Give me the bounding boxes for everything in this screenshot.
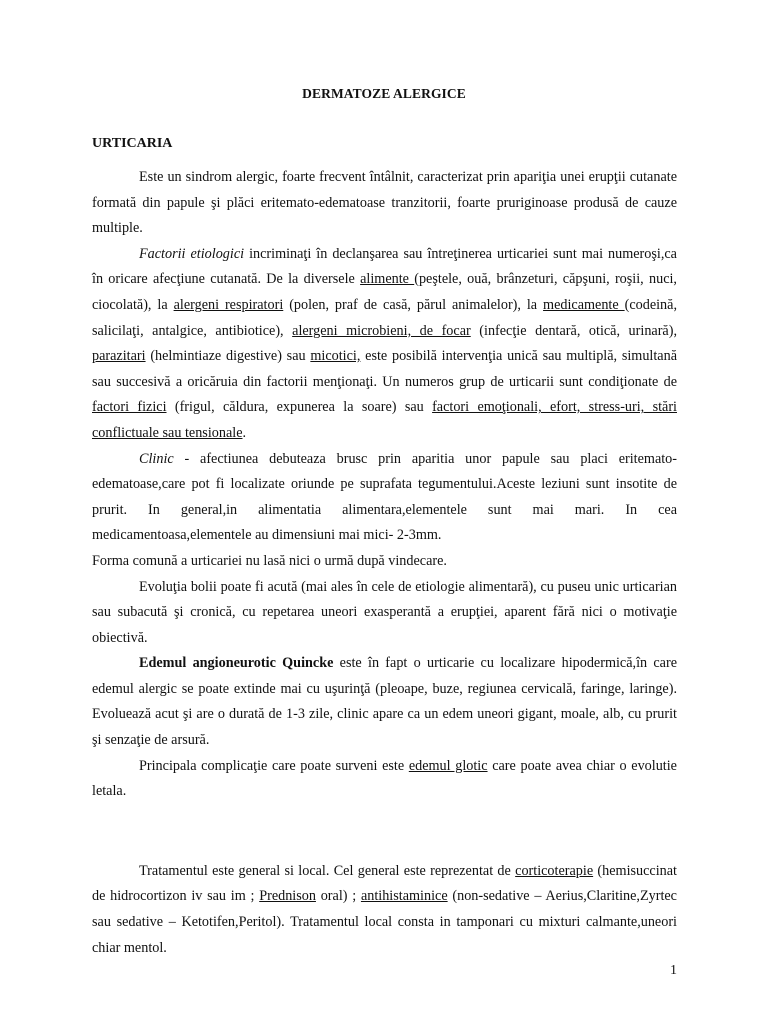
paragraph-common-form: Forma comună a urticariei nu lasă nici o urmă după vindecare.	[92, 552, 447, 569]
underlined-term: alergeni microbieni, de focar	[292, 322, 471, 339]
text-run: (non-sedative – Aerius,Claritine,Zyrtec sau sedative – Ketotifen,Peritol). Tratamentul local consta in tamponari cu mixturi calmante,uneori chiar mentol.	[92, 888, 677, 956]
paragraph-evolution: Evoluţia bolii poate fi acută (mai ales în cele de etiologie alimentară), cu puseu unic urticarian sau subacută şi cronică, cu repetarea uneori exasperantă a erupţiei, aparent fără nici o motivaţie obiectivă.	[92, 578, 677, 646]
paragraph-definition: Este un sindrom alergic, foarte frecvent întâlnit, caracterizat prin apariţia unei erupţii cutanate formată din papule şi plăci eritemato-edematoase tranzitorii, foarte pruriginoase produsă de cauze multiple.	[92, 169, 677, 237]
text-run: care poate avea chiar o evolutie letala.	[92, 757, 677, 800]
underlined-term: alergeni respiratori	[173, 296, 284, 313]
underlined-term: alimente	[360, 271, 415, 288]
text-run: incriminaţi în declanşarea sau întreţinerea urticariei sunt mai numeroşi,ca în oricare afecţiune cutanată. De la diversele	[92, 245, 677, 288]
text-run: (hemisuccinat de hidrocortizon iv sau im ;	[92, 862, 678, 905]
term-factorii-etiologici: Factorii etiologici	[139, 245, 245, 262]
text-run: (helmintiaze digestive) sau	[145, 348, 311, 365]
underlined-term: micotici,	[310, 348, 361, 365]
paragraph-etiologic-factors	[92, 242, 677, 447]
text-run: Tratamentul este general si local. Cel general este reprezentat de	[139, 862, 516, 879]
text-run: (peştele, ouă, brânzeturi, căpşuni, roşii, nuci, ciocolată), la	[92, 271, 677, 313]
text-run: (codeină, salicilaţi, antalgice, antibiotice),	[92, 296, 677, 339]
term-edemul-quincke: Edemul angioneurotic Quincke	[139, 655, 334, 672]
page-number: 1	[670, 963, 677, 978]
text-run: este în fapt o urticarie cu localizare hipodermică,în care edemul alergic se poate extinde mai cu uşurinţă (pleoape, buze, regiunea cervicală, faringe, laringe). Evoluează acut şi are o durată de 1-3 zile, clinic apare ca un edem uneori gigant, moale, alb, cu prurit şi senzaţie de arsură.	[92, 655, 677, 749]
text-run: (frigul, căldura, expunerea la soare) sau	[166, 399, 433, 416]
paragraph-complication	[92, 754, 677, 805]
underlined-term: antihistaminice	[360, 888, 448, 905]
underlined-term: Prednison	[259, 888, 316, 905]
underlined-term: factori emoţionali, efort, stress-uri, stări conflictuale sau tensionale	[92, 399, 677, 441]
section-heading: URTICARIA	[92, 136, 173, 151]
underlined-term: parazitari	[92, 348, 146, 365]
term-clinic: Clinic	[139, 450, 174, 467]
underlined-term: corticoterapie	[515, 862, 594, 879]
paragraph-quincke	[92, 651, 677, 753]
text-run: oral) ;	[315, 888, 361, 905]
text-run: este posibilă intervenţia unică sau multiplă, simultană sau succesivă a oricăruia din factorii menţionaţi. Un numeros grup de urticarii sunt condiţionate de	[92, 348, 677, 390]
text-run: - afectiunea debuteaza brusc prin aparitia unor papule sau placi eritemato-edematoase,care pot fi localizate oriunde pe suprafata tegumentului.Aceste leziuni sunt insotite de prurit. In general,in alimentatia alimentara,elementele sunt mai mari. In cea medicamentoasa,elementele au dimensiuni mai mici- 2-3mm.	[92, 450, 677, 544]
text-run: .	[242, 424, 247, 441]
spacer	[92, 805, 677, 859]
text-run: (infecţie dentară, otică, urinară),	[470, 322, 678, 339]
underlined-term: edemul glotic	[408, 757, 488, 774]
paragraph-clinic	[92, 447, 677, 549]
text-run: (polen, praf de casă, părul animalelor), la	[283, 296, 544, 313]
underlined-term: medicamente	[543, 296, 625, 313]
document-title: DERMATOZE ALERGICE	[302, 86, 466, 101]
underlined-term: factori fizici	[92, 399, 167, 416]
document-body	[92, 165, 677, 961]
text-run: Principala complicaţie care poate surveni este	[139, 757, 409, 774]
paragraph-treatment	[92, 859, 677, 961]
